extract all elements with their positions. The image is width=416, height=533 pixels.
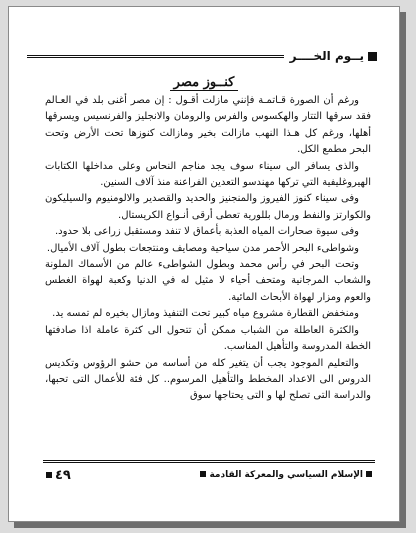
running-header-title: يــوم الخــــر: [289, 49, 364, 63]
paragraph: وشواطىء البحر الأحمر مدن سياحية ومصايف ومنتجعات بطول آلاف الأميال.: [46, 242, 359, 254]
page-square-icon: [46, 472, 52, 478]
paragraph: وفى سيوة صحارات المياه العذبة بأعماق لا تنفد ومستقبل زراعى بلا حدود.: [54, 226, 359, 238]
footer-book-title: الإسلام السياسي والمعركة القادمة: [197, 470, 375, 480]
footer-square-icon: [366, 471, 372, 477]
paragraph: ومنخفض القطارة مشروع مياه كبير تحت التنفيذ ومازال بخيره لم تمسه يد.: [52, 308, 359, 320]
header-rule: [27, 55, 284, 58]
paragraph: والتعليم الموجود يجب أن يتغير كله من أساسه من حشو الرؤوس وتكديس الدروس الى الاعداد المخطط والتأهيل المرسوم.. كل فئة للأعمال التى تحبها، والدراسة التى تصلح لها و التى يحتاجها سوق: [45, 357, 371, 402]
section-title-text: كنــوز مصر: [170, 75, 239, 91]
page-number: ٤٩: [43, 468, 71, 483]
footer-square-icon: [200, 471, 206, 477]
section-title: [9, 75, 399, 90]
book-page: [8, 6, 400, 522]
paragraph: ورغم أن الصورة قـاتمـة فإنني مازلت أقـول : إن مصر أغنى بلد في العـالم فقد سرقها التتار والهكسوس والفرس والرومان والانجليز والفرنسيس ويسرقها أهلها، ورغم كل هـذا النهب مازالت بخير ومازالت كنوزها تحت الأرض وتحت البحر مطمع الكل.: [45, 95, 371, 156]
paragraph: والكثرة العاطلة من الشباب ممكن أن تتحول الى كثرة عاملة اذا صادفتها الخطة المدروسة والتأهيل المناسب.: [45, 324, 371, 353]
header-square-icon: [368, 52, 377, 61]
running-header: [27, 48, 377, 64]
running-footer: [43, 460, 375, 482]
body-text: [45, 93, 371, 455]
paragraph: وتحت البحر في رأس محمد وبطول الشواطىء عالم من الأسماك الملونة والشعاب المرجانية ومتحف أحياء لا مثيل له في الدنيا وكعبة لهواة الغطس والعوم ومزار لهواة الأبحاث المائية.: [45, 259, 371, 303]
paragraph: وفى سيناء كنوز الفيروز والمنجنيز والحديد والقصدير والالومنيوم والسيليكون والكوارتز والنفط ورمال بللورية تعطى أرقى أنـواع الكريستال.: [45, 193, 371, 221]
paragraph: والذى يسافر الى سيناء سوف يجد مناجم النحاس وعلى مداخلها الكتابات الهيروغليفية التي تركها مهندسو التعدين الفراعنة منذ آلاف السنين.: [45, 160, 371, 189]
